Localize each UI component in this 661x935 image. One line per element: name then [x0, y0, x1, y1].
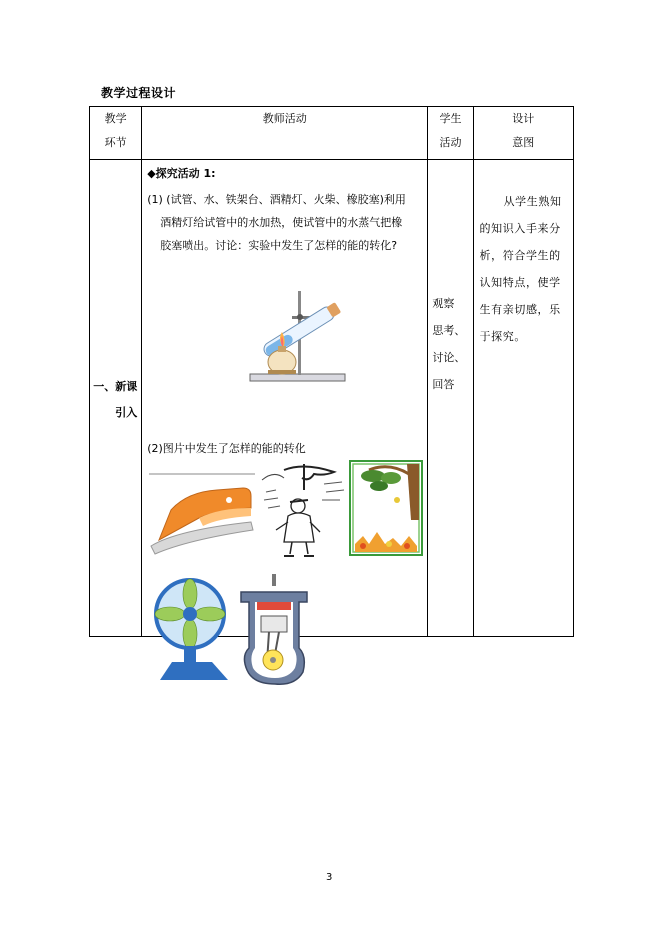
teacher-activity-cell	[142, 160, 428, 637]
test-tube-heating-apparatus-image	[242, 286, 367, 386]
student-activity-text: 观察 思考、 讨论、 回答	[432, 297, 466, 391]
page-number: 3	[326, 872, 333, 883]
header-teacher: 教师活动	[142, 107, 428, 160]
header-stage: 教学 环节	[90, 107, 142, 160]
question-2: (2)图片中发生了怎样的能的转化	[147, 442, 306, 455]
table-header-row	[90, 107, 574, 160]
activity-title: ◆探究活动 1:	[147, 167, 216, 180]
lesson-table	[89, 106, 574, 637]
falling-apples-image	[349, 460, 423, 556]
student-activity-cell	[428, 160, 473, 637]
engine-cylinder-image	[239, 572, 309, 688]
windy-tree-person-image	[254, 460, 349, 560]
section-heading: 教学过程设计	[101, 86, 177, 100]
design-intent-text: 从学生熟知的知识入手来分析，符合学生的认知特点，使学生有亲切感，乐于探究。	[479, 195, 562, 343]
electric-fan-image	[152, 576, 234, 688]
stage-cell	[90, 160, 142, 637]
electric-iron-image	[147, 460, 257, 560]
design-intent-cell	[473, 160, 573, 637]
header-student: 学生 活动	[428, 107, 473, 160]
stage-label: 一、新课 引入	[93, 380, 138, 419]
activity-body: (1) (试管、水、铁架台、酒精灯、火柴、橡胶塞)利用 酒精灯给试管中的水加热，使试管中的水蒸气把橡 胶塞喷出。讨论：实验中发生了怎样的能的转化?	[147, 193, 406, 252]
header-design: 设计 意图	[473, 107, 573, 160]
table-row	[90, 160, 574, 637]
